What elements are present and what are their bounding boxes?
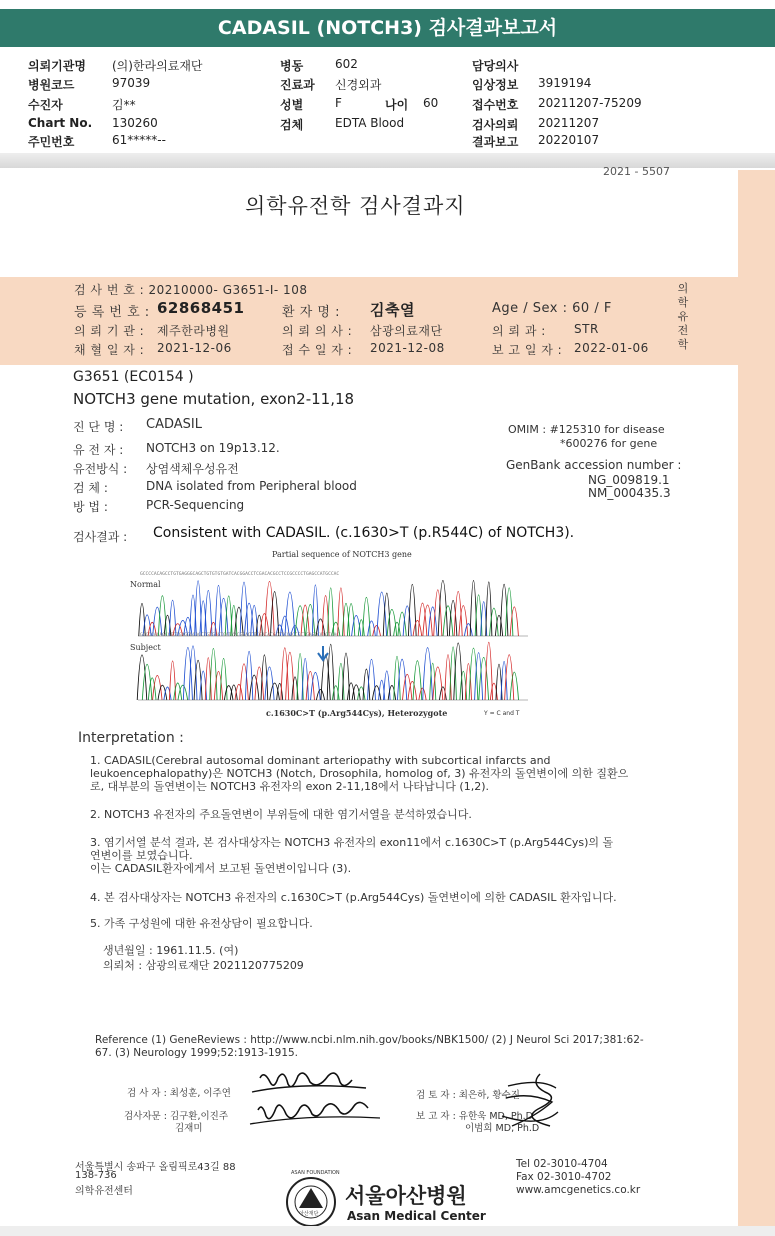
advisor-2: 김재미 xyxy=(175,1123,203,1134)
address-2: 138-736 xyxy=(75,1170,117,1181)
interp-line-5: 3. 염기서열 분석 결과, 본 검사대상자는 NOTCH3 유전자의 exon11에서 c.1630C>T (p.Arg544Cys)의 돌 xyxy=(90,836,614,849)
age-value: 60 xyxy=(423,96,439,110)
website: www.amcgenetics.co.kr xyxy=(516,1184,641,1196)
omim-disease: OMIM : #125310 for disease xyxy=(508,423,665,436)
dept-value: 신경외과 xyxy=(335,78,382,92)
reviewer: 검 토 자 : 최은하, 황수진 xyxy=(416,1090,520,1101)
clinical-info-label: 임상정보 xyxy=(472,78,519,92)
vertical-label: 의 학 유 전 학 xyxy=(677,282,689,351)
request-date-label: 검사의뢰 xyxy=(472,118,519,132)
report-title: CADASIL (NOTCH3) 검사결과보고서 xyxy=(0,9,775,47)
recv-date-value: 2021-12-08 xyxy=(370,341,445,355)
address-3: 의학유전센터 xyxy=(75,1186,133,1197)
chrom-note: Y = C and T xyxy=(484,710,520,717)
gene-value: NOTCH3 on 19p13.12. xyxy=(146,441,280,455)
specimen-label-2: 검 체 : xyxy=(73,481,108,495)
recv-date-label: 접 수 일 자 : xyxy=(282,343,353,357)
band-report-label: 보 고 일 자 : xyxy=(492,343,563,357)
patient-value: 김** xyxy=(112,98,136,112)
referrer: 의뢰처 : 삼광의료재단 2021120775209 xyxy=(103,959,304,972)
band-patient-label: 환 자 명 : xyxy=(282,305,340,320)
reg-value: 62868451 xyxy=(157,299,245,317)
chromatogram-traces xyxy=(128,548,538,713)
seal-inner: 아산재단 xyxy=(299,1211,319,1217)
genbank-nm: NM_000435.3 xyxy=(588,486,671,500)
inst-value: (의)한라의료재단 xyxy=(112,59,203,73)
sex-value: F xyxy=(335,96,342,110)
address-1: 서울특별시 송파구 올림픽로43길 88 xyxy=(75,1162,236,1173)
specimen-label: 검체 xyxy=(280,118,304,132)
interp-line-8: 4. 본 검사대상자는 NOTCH3 유전자의 c.1630C>T (p.Arg544Cys) 돌연변이에 의한 CADASIL 환자입니다. xyxy=(90,891,617,904)
draw-date-label: 채 혈 일 자 : xyxy=(74,343,145,357)
age-label: 나이 xyxy=(385,98,409,112)
clinical-info-value: 3919194 xyxy=(538,76,592,90)
birth-date: 생년월일 : 1961.11.5. (여) xyxy=(103,944,239,957)
chart-no-label: Chart No. xyxy=(28,116,93,130)
genbank-label: GenBank accession number : xyxy=(506,458,682,472)
report-date-value: 20220107 xyxy=(538,133,600,147)
age-sex: Age / Sex : 60 / F xyxy=(492,301,612,316)
examiner: 검 사 자 : 최성훈, 이주연 xyxy=(127,1088,231,1099)
receipt-no-value: 20211207-75209 xyxy=(538,96,642,110)
draw-date-value: 2021-12-06 xyxy=(157,341,232,355)
test-name: NOTCH3 gene mutation, exon2-11,18 xyxy=(73,390,355,408)
inherit-label: 유전방식 : xyxy=(73,462,128,476)
side-band xyxy=(738,170,775,1228)
specimen-value: EDTA Blood xyxy=(335,116,405,130)
report-date-label: 결과보고 xyxy=(472,135,519,149)
gene-label: 유 전 자 : xyxy=(73,443,124,457)
method-value: PCR-Sequencing xyxy=(146,498,245,512)
diag-label: 진 단 명 : xyxy=(73,420,124,434)
mutation-arrow xyxy=(318,646,328,660)
genbank-ng: NG_009819.1 xyxy=(588,473,670,487)
reg-label: 등 록 번 호 : xyxy=(74,305,150,320)
handwritten-signatures xyxy=(240,1068,560,1138)
band-doctor-value: 삼광의료재단 xyxy=(370,324,443,338)
resident-no-label: 주민번호 xyxy=(28,135,75,149)
reference-line-1: Reference (1) GeneReviews : http://www.ncbi.nlm.nih.gov/books/NBK1500/ (2) J Neurol Sci 2017;381:62- xyxy=(95,1034,644,1046)
chromatogram-figure xyxy=(128,548,538,723)
bottom-strip xyxy=(0,1226,775,1236)
result-value: Consistent with CADASIL. (c.1630>T (p.R544C) of NOTCH3). xyxy=(153,525,575,541)
normal-bases: GCCCCACAGCCTGTGAGGGCAGCTGTGTGTGATCACGGACCTCGACACGCCTCCGCCCCTGAGCCATGCCAC xyxy=(140,572,340,577)
chart-no-value: 130260 xyxy=(112,116,158,130)
seal-text: ASAN FOUNDATION xyxy=(291,1170,340,1176)
chrom-caption: c.1630C>T (p.Arg544Cys), Heterozygote xyxy=(266,708,448,718)
receipt-no-label: 접수번호 xyxy=(472,98,519,112)
resident-no-value: 61*****-- xyxy=(112,133,166,147)
band-dept-value: STR xyxy=(574,322,599,336)
hospital-name-kr: 서울아산병원 xyxy=(345,1184,467,1208)
subject-bases: GCCCCACAGCCTGTGAGGGCAGCTGTGTGTGATYACGGACCTCGACACGCCTCCGCCCCTGAGCCATGCCAC xyxy=(140,633,340,638)
chrom-subject-label: Subject xyxy=(130,643,161,652)
chrom-title: Partial sequence of NOTCH3 gene xyxy=(272,550,412,559)
normal-trace xyxy=(138,580,528,636)
band-inst-value: 제주한라병원 xyxy=(157,324,230,338)
reference-line-2: 67. (3) Neurology 1999;52:1913-1915. xyxy=(95,1047,299,1059)
reporter-2: 이범희 MD, Ph.D xyxy=(465,1123,540,1134)
doctor-label: 담당의사 xyxy=(472,59,519,73)
interp-line-7: 이는 CADASIL환자에게서 보고된 돌연변이입니다 (3). xyxy=(90,862,352,875)
inherit-value: 상염색체우성유전 xyxy=(146,462,239,476)
advisor: 검사자문 : 김구환,이진주 xyxy=(124,1111,229,1122)
omim-gene: *600276 for gene xyxy=(560,437,658,450)
hospital-code-label: 병원코드 xyxy=(28,78,75,92)
band-inst-label: 의 뢰 기 관 : xyxy=(74,324,145,338)
ward-label: 병동 xyxy=(280,59,304,73)
patient-label: 수진자 xyxy=(28,98,63,112)
interpretation-title: Interpretation : xyxy=(78,730,184,746)
interp-line-6: 연변이를 보였습니다. xyxy=(90,849,193,862)
interp-line-3: 로, 대부분의 돌연변이는 NOTCH3 유전자의 exon 2-11,18에서 나타납니다 (1,2). xyxy=(90,780,490,793)
interp-line-1: 1. CADASIL(Cerebral autosomal dominant arteriopathy with subcortical infarcts and xyxy=(90,754,551,767)
band-patient-value: 김축열 xyxy=(370,301,415,319)
interp-line-9: 5. 가족 구성원에 대한 유전상담이 필요합니다. xyxy=(90,917,313,930)
subject-trace xyxy=(137,642,528,700)
diag-value: CADASIL xyxy=(146,417,202,432)
band-doctor-label: 의 뢰 의 사 : xyxy=(282,324,353,338)
inst-label: 의뢰기관명 xyxy=(28,59,86,73)
chrom-normal-label: Normal xyxy=(130,580,161,589)
exam-number: 검 사 번 호 : 20210000- G3651-I- 108 xyxy=(74,283,308,297)
fax: Fax 02-3010-4702 xyxy=(516,1171,612,1183)
hospital-code-value: 97039 xyxy=(112,76,151,90)
result-label: 검사결과 : xyxy=(73,530,128,544)
reporter: 보 고 자 : 유한욱 MD, Ph.D xyxy=(416,1111,533,1122)
specimen-value-2: DNA isolated from Peripheral blood xyxy=(146,479,357,493)
code-line: G3651 (EC0154 ) xyxy=(73,369,194,385)
tel: Tel 02-3010-4704 xyxy=(516,1158,608,1170)
asan-foundation-seal xyxy=(285,1170,340,1228)
doc-number-partial: 2021 - 5507 xyxy=(603,165,670,178)
interp-line-2: leukoencephalopathy)은 NOTCH3 (Notch, Drosophila, homolog of, 3) 유전자의 돌연변이에 의한 질환으 xyxy=(90,767,629,780)
sex-label: 성별 xyxy=(280,98,304,112)
dept-label: 진료과 xyxy=(280,78,315,92)
interp-line-4: 2. NOTCH3 유전자의 주요돌연변이 부위들에 대한 염기서열을 분석하였습니다. xyxy=(90,808,472,821)
hospital-name-en: Asan Medical Center xyxy=(347,1209,486,1223)
method-label: 방 법 : xyxy=(73,500,108,514)
request-date-value: 20211207 xyxy=(538,116,600,130)
doc-title: 의학유전학 검사결과지 xyxy=(245,194,466,218)
ward-value: 602 xyxy=(335,57,358,71)
band-report-value: 2022-01-06 xyxy=(574,341,649,355)
band-dept-label: 의 뢰 과 : xyxy=(492,324,546,338)
